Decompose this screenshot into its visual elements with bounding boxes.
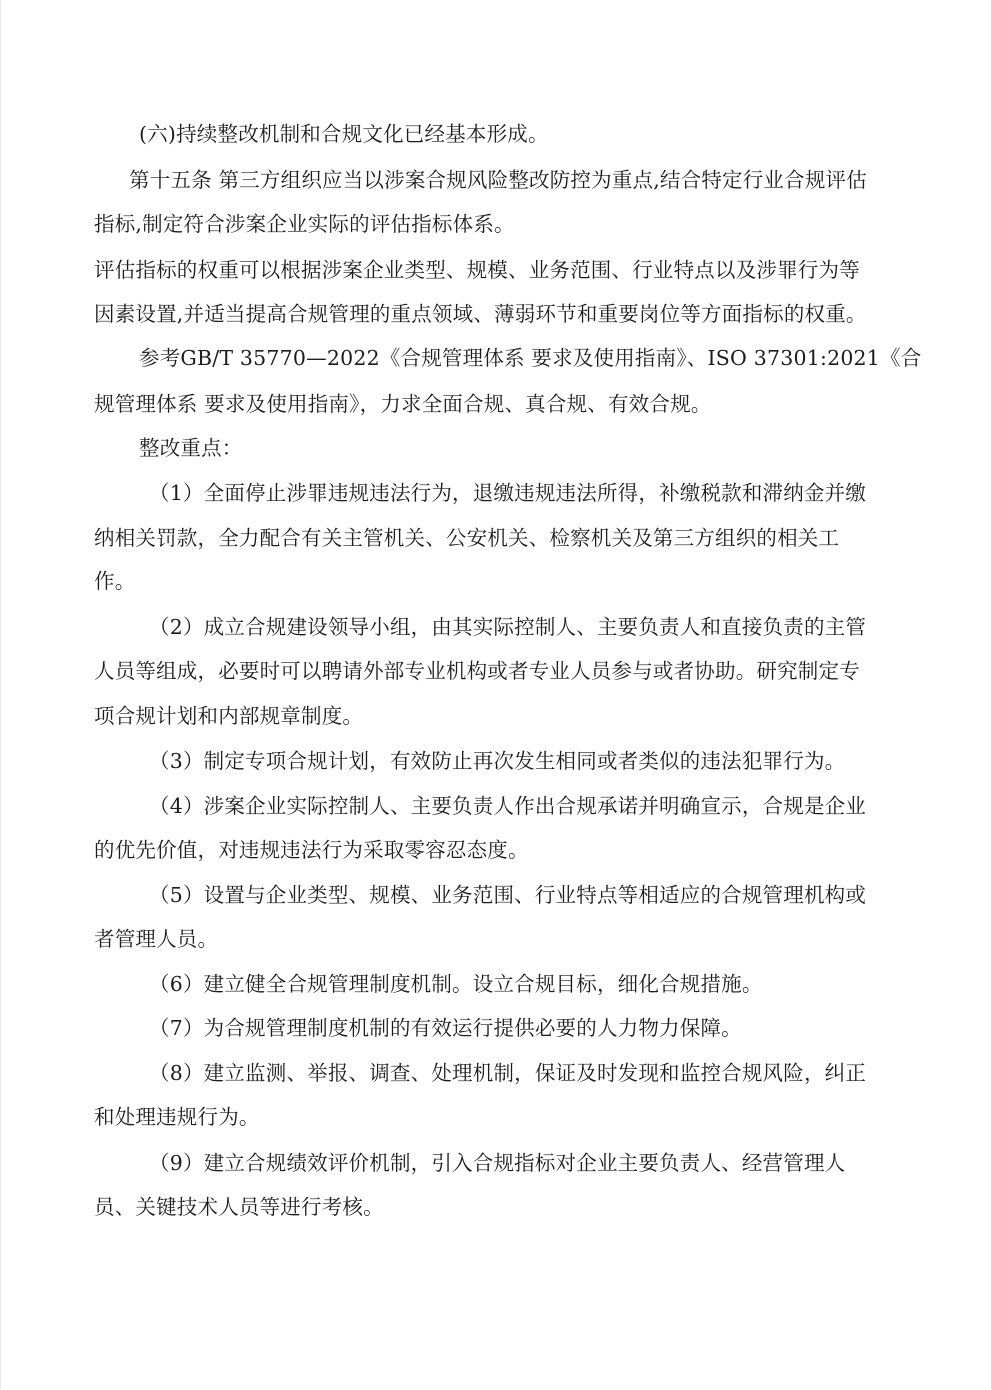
list-item-line: （4）涉案企业实际控制人、主要负责人作出合规承诺并明确宣示，合规是企业	[149, 794, 867, 818]
text-line: 第十五条 第三方组织应当以涉案合规风险整改防控为重点,结合特定行业合规评估	[129, 168, 867, 192]
text-line: 指标,制定符合涉案企业实际的评估指标体系。	[94, 212, 515, 236]
text-line: 因素设置,并适当提高合规管理的重点领域、薄弱环节和重要岗位等方面指标的权重。	[94, 302, 867, 326]
list-item-line: （2）成立合规建设领导小组，由其实际控制人、主要负责人和直接负责的主管	[149, 615, 867, 639]
section-heading: 整改重点：	[139, 436, 243, 460]
text-line: 的优先价值，对违规违法行为采取零容忍态度。	[94, 838, 529, 862]
list-item-line: （6）建立健全合规管理制度机制。设立合规目标，细化合规措施。	[149, 972, 763, 996]
text-line: 纳相关罚款，全力配合有关主管机关、公安机关、检察机关及第三方组织的相关工	[94, 526, 840, 550]
list-item-line: （8）建立监测、举报、调查、处理机制，保证及时发现和监控合规风险，纠正	[149, 1061, 867, 1085]
text-line: 人员等组成，必要时可以聘请外部专业机构或者专业人员参与或者协助。研究制定专	[94, 659, 860, 683]
text-line: 项合规计划和内部规章制度。	[94, 704, 364, 728]
list-item-line: （1）全面停止涉罪违规违法行为，退缴违规违法所得，补缴税款和滞纳金并缴	[149, 481, 867, 505]
text-line: 和处理违规行为。	[94, 1105, 260, 1129]
text-line: 参考GB/T 35770—2022《合规管理体系 要求及使用指南》、ISO 37301:2021《合	[139, 346, 922, 370]
text-line: 评估指标的权重可以根据涉案企业类型、规模、业务范围、行业特点以及涉罪行为等	[94, 258, 860, 282]
text-line: 规管理体系 要求及使用指南》，力求全面合规、真合规、有效合规。	[94, 392, 712, 416]
text-line: 作。	[94, 569, 136, 593]
list-item-line: （3）制定专项合规计划，有效防止再次发生相同或者类似的违法犯罪行为。	[149, 749, 846, 773]
text-line: 员、关键技术人员等进行考核。	[94, 1195, 384, 1219]
list-item-line: （7）为合规管理制度机制的有效运行提供必要的人力物力保障。	[149, 1016, 742, 1040]
list-item-line: （5）设置与企业类型、规模、业务范围、行业特点等相适应的合规管理机构或	[149, 883, 867, 907]
text-line: (六)持续整改机制和合规文化已经基本形成。	[139, 122, 549, 146]
text-line: 者管理人员。	[94, 927, 219, 951]
list-item-line: （9）建立合规绩效评价机制，引入合规指标对企业主要负责人、经营管理人	[149, 1151, 846, 1175]
